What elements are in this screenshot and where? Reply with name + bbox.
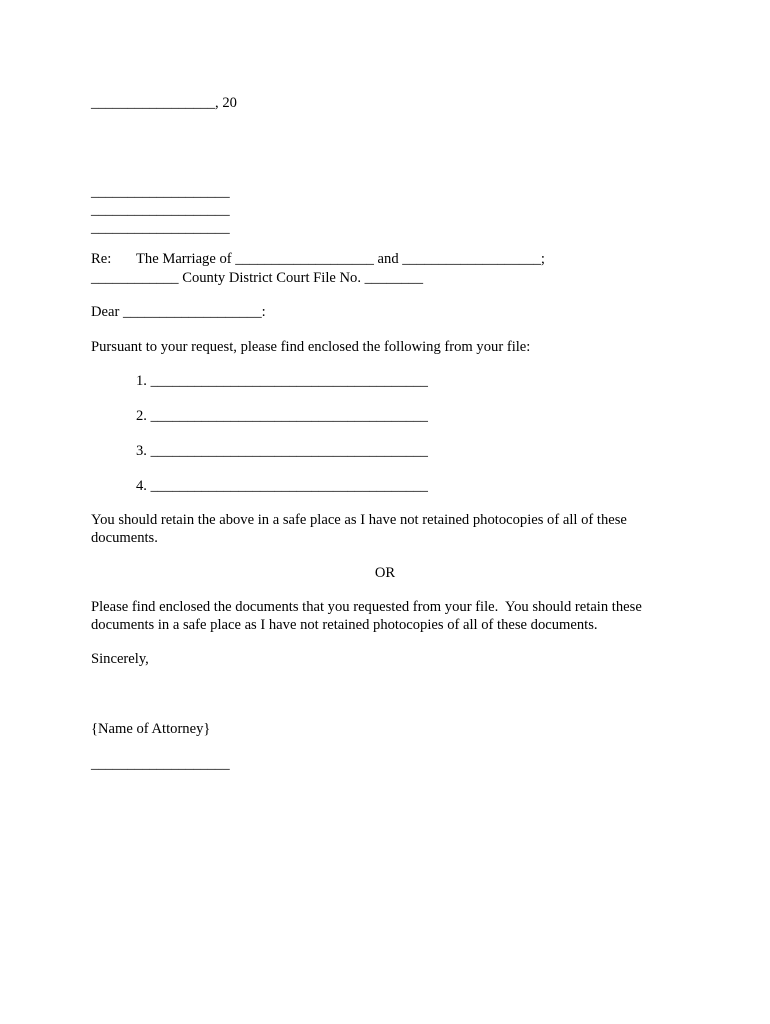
date-line: _________________, 20 xyxy=(91,95,237,111)
alt-paragraph-line-1: Please find enclosed the documents that you requested from your file. You should retain these xyxy=(91,599,642,615)
retain-paragraph-line-1: You should retain the above in a safe place as I have not retained photocopies of all of these xyxy=(91,512,627,528)
re-label: Re: xyxy=(91,251,112,267)
address-line-1: ___________________ xyxy=(91,184,230,200)
or-separator: OR xyxy=(374,565,396,581)
attorney-name: {Name of Attorney} xyxy=(91,721,211,737)
re-court-file-line: ____________ County District Court File No. ________ xyxy=(91,270,424,286)
intro-paragraph: Pursuant to your request, please find enclosed the following from your file: xyxy=(91,339,531,355)
address-line-3: ___________________ xyxy=(91,220,230,236)
closing: Sincerely, xyxy=(91,651,149,667)
alt-paragraph-line-2: documents in a safe place as I have not retained photocopies of all of these documents. xyxy=(91,617,598,633)
enclosure-item-3: 3. ______________________________________ xyxy=(136,443,428,459)
retain-paragraph-line-2: documents. xyxy=(91,530,158,546)
enclosure-item-4: 4. ______________________________________ xyxy=(136,478,428,494)
re-marriage-line: The Marriage of ___________________ and ___________________; xyxy=(136,251,545,267)
signature-line: ___________________ xyxy=(91,756,230,772)
enclosure-item-2: 2. ______________________________________ xyxy=(136,408,428,424)
salutation: Dear ___________________: xyxy=(91,304,266,320)
enclosure-item-1: 1. ______________________________________ xyxy=(136,373,428,389)
address-line-2: ___________________ xyxy=(91,202,230,218)
